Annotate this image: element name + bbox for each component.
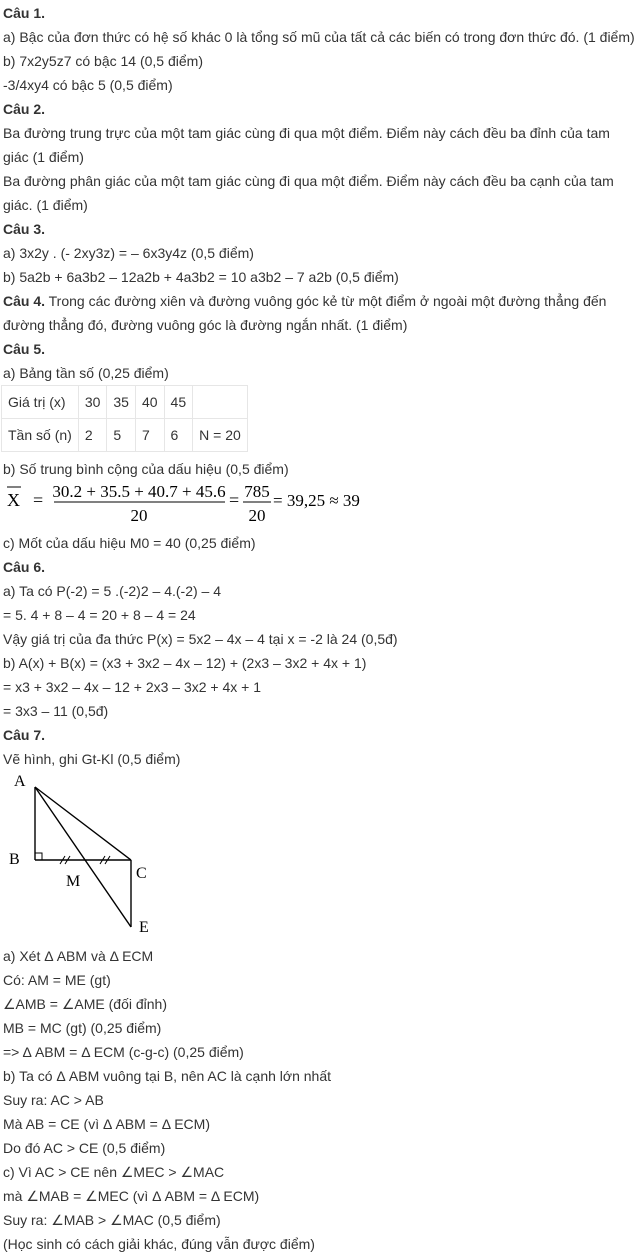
cau2-p1b: giác (1 điểm)	[3, 149, 84, 165]
cau7-l6: b) Ta có Δ ABM vuông tại B, nên AC là cạnh lớn nhất	[3, 1068, 332, 1084]
cau7-l3: ∠AMB = ∠AME (đối đỉnh)	[3, 996, 167, 1012]
table-row	[2, 419, 248, 452]
cau5-c: c) Mốt của dấu hiệu M0 = 40 (0,25 điểm)	[3, 535, 256, 551]
table-cell: 35	[107, 386, 136, 419]
label-e: E	[139, 919, 149, 936]
cau3-a: a) 3x2y . (- 2xy3z) = – 6x3y4z (0,5 điểm)	[3, 245, 254, 261]
right-angle-mark	[35, 853, 42, 860]
cau3-title: Câu 3.	[3, 221, 46, 237]
table-cell: 30	[78, 386, 107, 419]
cau6-title: Câu 6.	[3, 559, 46, 575]
cau2-p2b: giác. (1 điểm)	[3, 197, 88, 213]
cau6-l6: = 3x3 – 11 (0,5đ)	[3, 703, 109, 719]
cau2-p1a: Ba đường trung trực của một tam giác cùng đi qua một điểm. Điểm này cách đều ba đỉnh của tam	[3, 125, 610, 141]
cau4-text1: Trong các đường xiên và đường vuông góc kẻ từ một điểm ở ngoài một đường thẳng đến	[45, 293, 607, 309]
cau4-line1	[3, 292, 606, 310]
label-a: A	[14, 773, 26, 790]
triangle-diagram	[6, 770, 166, 940]
cau2-title: Câu 2.	[3, 101, 46, 117]
cau6-l2: = 5. 4 + 8 – 4 = 20 + 8 – 4 = 24	[3, 607, 196, 623]
cau7-title: Câu 7.	[3, 727, 46, 743]
cau6-l1: a) Ta có P(-2) = 5 .(-2)2 – 4.(-2) – 4	[3, 583, 221, 599]
cau7-l5: => Δ ABM = Δ ECM (c-g-c) (0,25 điểm)	[3, 1044, 244, 1060]
cau7-l1: a) Xét Δ ABM và Δ ECM	[3, 948, 154, 964]
table-cell: 40	[135, 386, 164, 419]
mean-formula-svg	[3, 480, 423, 526]
cau2-p2a: Ba đường phân giác của một tam giác cùng đi qua một điểm. Điểm này cách đều ba cạnh của tam	[3, 173, 614, 189]
cau7-l0: Vẽ hình, ghi Gt-Kl (0,5 điểm)	[3, 751, 181, 767]
table-cell: N = 20	[193, 419, 248, 452]
cau1-a: a) Bậc của đơn thức có hệ số khác 0 là tổng số mũ của tất cả các biến có trong đơn thức đó. (1 điểm)	[3, 29, 635, 45]
segment-ac	[35, 787, 131, 860]
table-row	[2, 386, 248, 419]
cau3-b: b) 5a2b + 6a3b2 – 12a2b + 4a3b2 = 10 a3b2 – 7 a2b (0,5 điểm)	[3, 269, 399, 285]
table-cell	[193, 386, 248, 419]
cau1-title: Câu 1.	[3, 5, 46, 21]
cau7-l7: Suy ra: AC > AB	[3, 1092, 104, 1108]
cau4-title: Câu 4.	[3, 293, 46, 309]
table-cell: Giá trị (x)	[2, 386, 79, 419]
segment-ae	[35, 787, 131, 927]
fraction-numerator: 30.2 + 35.5 + 40.7 + 45.6	[52, 482, 226, 501]
table-cell: 6	[164, 419, 193, 452]
table-cell: 5	[107, 419, 136, 452]
mean-symbol: X	[7, 490, 20, 510]
cau5-title: Câu 5.	[3, 341, 46, 357]
fraction2-numerator: 785	[244, 482, 270, 501]
equals-sign-2: =	[229, 490, 240, 510]
mean-formula	[3, 480, 423, 526]
cau7-l13: (Học sinh có cách giải khác, đúng vẫn được điểm)	[3, 1236, 315, 1252]
table-cell: 2	[78, 419, 107, 452]
cau5-b: b) Số trung bình cộng của dấu hiệu (0,5 điểm)	[3, 461, 289, 477]
cau6-l4: b) A(x) + B(x) = (x3 + 3x2 – 4x – 12) + (2x3 – 3x2 + 4x + 1)	[3, 655, 367, 671]
mean-result: = 39,25 ≈ 39	[273, 491, 360, 510]
fraction2-denominator: 20	[248, 506, 266, 525]
cau6-l5: = x3 + 3x2 – 4x – 12 + 2x3 – 3x2 + 4x + 1	[3, 679, 262, 695]
label-b: B	[9, 851, 20, 868]
equals-sign: =	[33, 490, 44, 510]
cau7-l10: c) Vì AC > CE nên ∠MEC > ∠MAC	[3, 1164, 225, 1180]
triangle-diagram-svg	[6, 770, 166, 940]
cau5-a: a) Bảng tần số (0,25 điểm)	[3, 365, 169, 381]
cau1-b2: -3/4xy4 có bậc 5 (0,5 điểm)	[3, 77, 173, 93]
table-cell: 45	[164, 386, 193, 419]
cau7-l4: MB = MC (gt) (0,25 điểm)	[3, 1020, 162, 1036]
cau7-l9: Do đó AC > CE (0,5 điểm)	[3, 1140, 166, 1156]
cau7-l11: mà ∠MAB = ∠MEC (vì Δ ABM = Δ ECM)	[3, 1188, 260, 1204]
cau7-l8: Mà AB = CE (vì Δ ABM = Δ ECM)	[3, 1116, 210, 1132]
frequency-table	[1, 385, 248, 452]
table-cell: 7	[135, 419, 164, 452]
cau7-l12: Suy ra: ∠MAB > ∠MAC (0,5 điểm)	[3, 1212, 221, 1228]
cau4-text2: đường thẳng đó, đường vuông góc là đường ngắn nhất. (1 điểm)	[3, 317, 408, 333]
label-m: M	[66, 873, 81, 890]
cau1-b1: b) 7x2y5z7 có bậc 14 (0,5 điểm)	[3, 53, 203, 69]
cau6-l3: Vậy giá trị của đa thức P(x) = 5x2 – 4x – 4 tại x = -2 là 24 (0,5đ)	[3, 631, 398, 647]
label-c: C	[136, 865, 147, 882]
cau7-l2: Có: AM = ME (gt)	[3, 972, 111, 988]
fraction-denominator: 20	[130, 506, 148, 525]
table-cell: Tần số (n)	[2, 419, 79, 452]
